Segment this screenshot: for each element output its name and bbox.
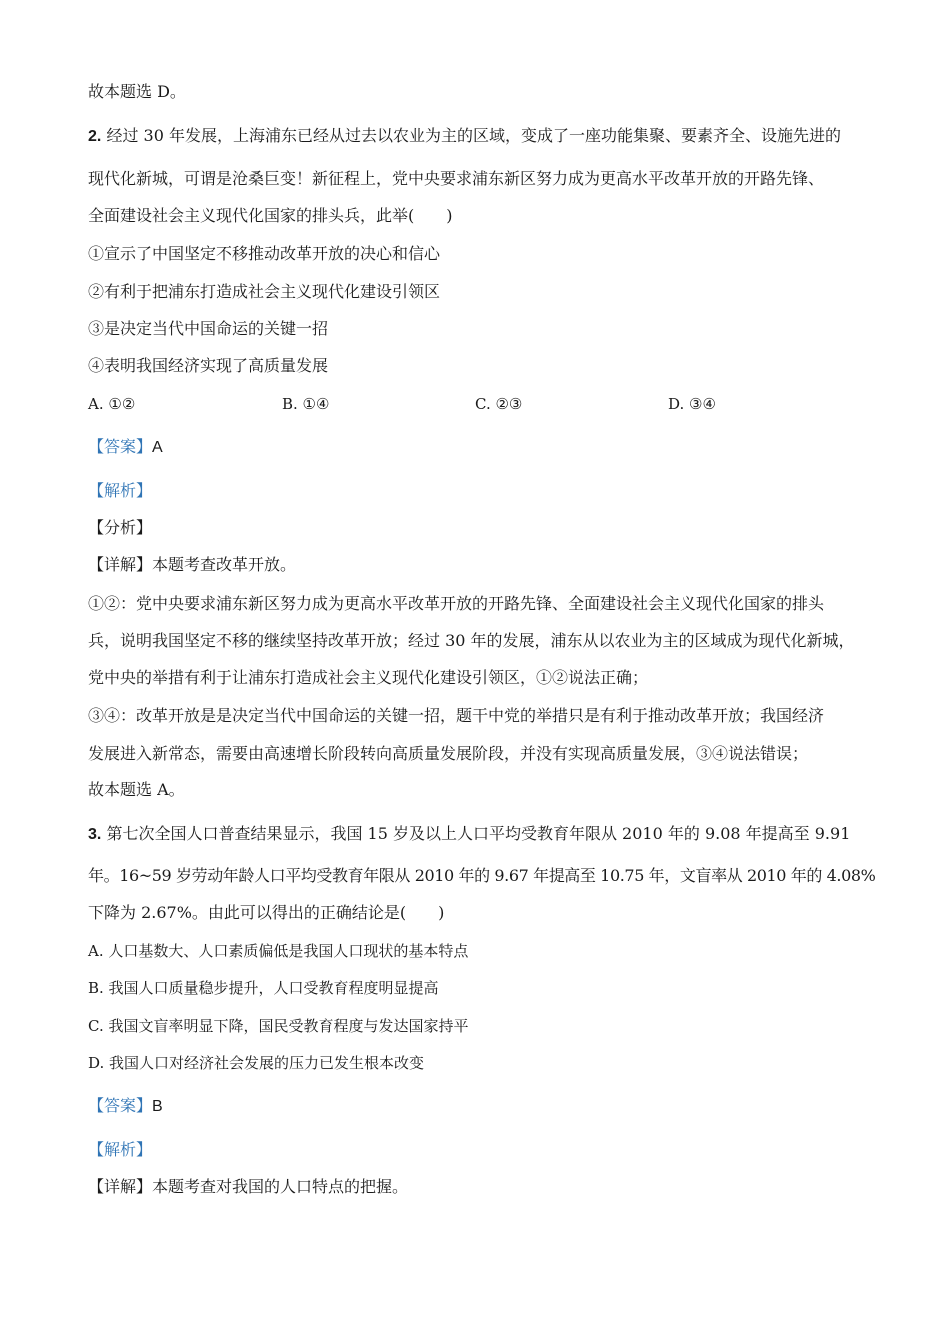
q2-answer-line <box>88 437 163 458</box>
q3-analysis-tag: 【解析】 <box>88 1140 153 1159</box>
q3-detail-tag: 【详解】 <box>88 1177 153 1196</box>
q3-answer-tag: 【答案】 <box>88 1096 153 1115</box>
q2-detail-line-1: ①②：党中央要求浦东新区努力成为更高水平改革开放的开路先锋、全面建设社会主义现代化国家的排头 <box>88 594 825 613</box>
q3-detail-intro: 本题考查对我国的人口特点的把握。 <box>152 1177 409 1196</box>
q3-stem-line-1 <box>88 824 850 845</box>
q1-conclusion: 故本题选 D。 <box>88 82 186 101</box>
q2-stem-line-1 <box>88 126 841 147</box>
q2-fenxi-tag: 【分析】 <box>88 518 153 537</box>
q2-option-c: C. ②③ <box>475 395 523 413</box>
q3-option-a: A. 人口基数大、人口素质偏低是我国人口现状的基本特点 <box>88 942 469 960</box>
q3-answer-line <box>88 1096 163 1117</box>
q2-option-a: A. ①② <box>88 395 136 413</box>
q2-detail-line-4: ③④：改革开放是是决定当代中国命运的关键一招，题干中党的举措只是有利于推动改革开放；我国经济 <box>88 706 825 725</box>
q3-number: 3. <box>88 826 102 843</box>
q2-stem-line-3: 全面建设社会主义现代化国家的排头兵，此举( ) <box>88 206 453 225</box>
q2-answer: A <box>152 439 163 456</box>
q3-answer: B <box>152 1098 163 1115</box>
q2-statement-1: ①宣示了中国坚定不移推动改革开放的决心和信心 <box>88 244 441 263</box>
q2-detail-intro: 本题考查改革开放。 <box>152 555 297 574</box>
q2-detail-intro-line <box>88 555 296 575</box>
q3-detail-intro-line <box>88 1177 408 1197</box>
q2-statement-2: ②有利于把浦东打造成社会主义现代化建设引领区 <box>88 282 441 301</box>
q3-option-b: B. 我国人口质量稳步提升，人口受教育程度明显提高 <box>88 979 439 997</box>
q2-number: 2. <box>88 128 102 145</box>
q2-detail-line-2: 兵，说明我国坚定不移的继续坚持改革开放；经过 30 年的发展，浦东从以农业为主的区域成为现代化新城， <box>88 631 855 650</box>
q3-stem-text-1: 第七次全国人口普查结果显示，我国 15 岁及以上人口平均受教育年限从 2010 年的 9.08 年提高至 9.91 <box>106 824 851 843</box>
q3-stem-line-3: 下降为 2.67%。由此可以得出的正确结论是( ) <box>88 903 445 922</box>
q3-option-d: D. 我国人口对经济社会发展的压力已发生根本改变 <box>88 1054 425 1072</box>
q2-statement-4: ④表明我国经济实现了高质量发展 <box>88 356 329 375</box>
q2-option-b: B. ①④ <box>282 395 330 413</box>
q2-stem-text-1: 经过 30 年发展，上海浦东已经从过去以农业为主的区域，变成了一座功能集聚、要素齐全、设施先进的 <box>106 126 841 145</box>
q3-option-c: C. 我国文盲率明显下降，国民受教育程度与发达国家持平 <box>88 1017 469 1035</box>
q2-detail-line-5: 发展进入新常态，需要由高速增长阶段转向高质量发展阶段，并没有实现高质量发展，③④说法错误； <box>88 744 809 763</box>
q2-detail-line-3: 党中央的举措有利于让浦东打造成社会主义现代化建设引领区，①②说法正确； <box>88 668 649 687</box>
q2-answer-tag: 【答案】 <box>88 437 153 456</box>
q2-detail-line-6: 故本题选 A。 <box>88 780 185 799</box>
q2-option-d: D. ③④ <box>668 395 716 413</box>
q2-statement-3: ③是决定当代中国命运的关键一招 <box>88 319 329 338</box>
q2-detail-tag: 【详解】 <box>88 555 153 574</box>
q2-stem-line-2: 现代化新城，可谓是沧桑巨变！新征程上，党中央要求浦东新区努力成为更高水平改革开放的开路先锋、 <box>88 169 825 188</box>
q3-stem-line-2: 年。16~59 岁劳动年龄人口平均受教育年限从 2010 年的 9.67 年提高至 10.75 年，文盲率从 2010 年的 4.08% <box>88 866 876 885</box>
q2-analysis-tag: 【解析】 <box>88 481 153 500</box>
